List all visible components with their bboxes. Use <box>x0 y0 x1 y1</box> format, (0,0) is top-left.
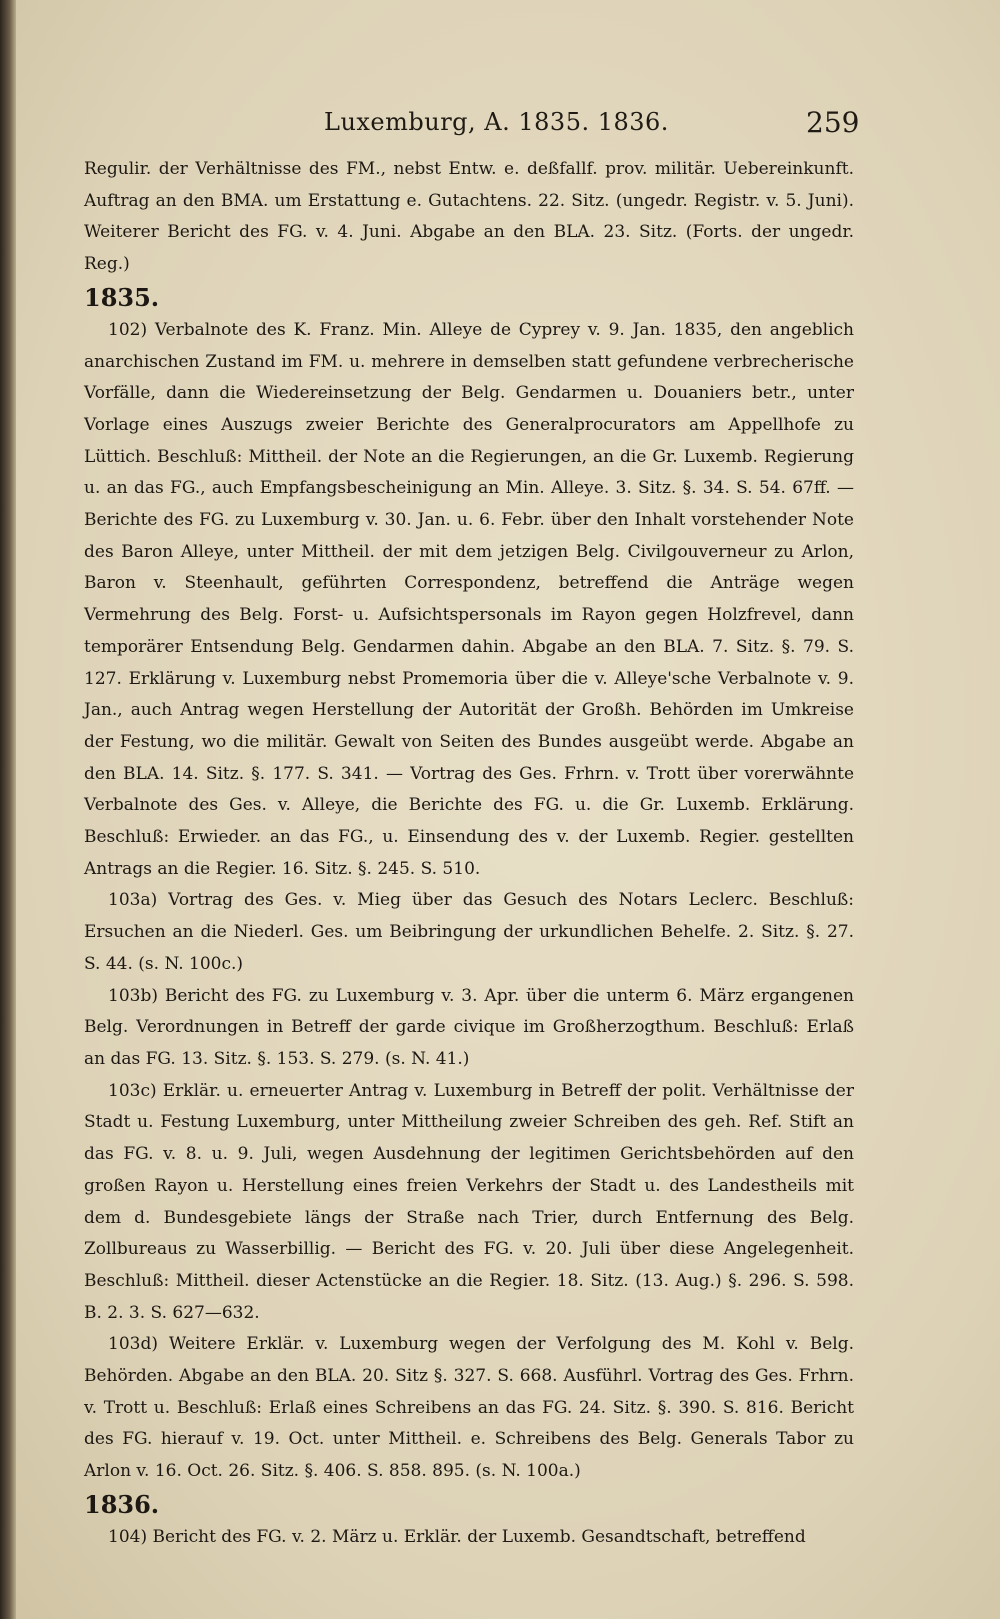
page-body <box>84 154 854 1554</box>
entry-103c: 103c) Erklär. u. erneuerter Antrag v. Luxemburg in Betreff der polit. Verhältnisse der Stadt u. Festung Luxemburg, unter Mittheilung zweier Schreiben des geh. Ref. Stift an das FG. v. 8. u. 9. Juli, wegen Ausdehnung der legitimen Gerichtsbehörden auf den großen Rayon u. Herstellung eines freien Verkehrs der Stadt u. des Landestheils mit dem d. Bundesgebiete längs der Straße nach Trier, durch Entfernung des Belg. Zollbureaus zu Wasserbillig. — Bericht des FG. v. 20. Juli über diese Angelegenheit. Beschluß: Mittheil. dieser Actenstücke an die Regier. 18. Sitz. (13. Aug.) §. 296. S. 598. B. 2. 3. S. 627—632. <box>84 1080 854 1323</box>
page-header <box>84 104 860 144</box>
entry-103a: 103a) Vortrag des Ges. v. Mieg über das Gesuch des Notars Leclerc. Beschluß: Ersuchen an die Niederl. Ges. um Beibringung der urkundlichen Behelfe. 2. Sitz. §. 27. S. 44. (s. N. 100c.) <box>84 890 854 974</box>
entry-104: 104) Bericht des FG. v. 2. März u. Erklär. der Luxemb. Gesandtschaft, betreffend <box>108 1526 806 1547</box>
year-heading-1836: 1836. <box>84 1489 160 1519</box>
entry-103d: 103d) Weitere Erklär. v. Luxemburg wegen der Verfolgung des M. Kohl v. Belg. Behörden. Abgabe an den BLA. 20. Sitz §. 327. S. 668. Ausführl. Vortrag des Ges. Frhrn. v. Trott u. Beschluß: Erlaß eines Schreibens an das FG. 24. Sitz. §. 390. S. 816. Bericht des FG. hierauf v. 19. Oct. unter Mittheil. e. Schreibens des Belg. Generals Tabor zu Arlon v. 16. Oct. 26. Sitz. §. 406. S. 858. 895. (s. N. 100a.) <box>84 1334 854 1482</box>
entry-102: 102) Verbalnote des K. Franz. Min. Alleye de Cyprey v. 9. Jan. 1835, den angeblich anarchischen Zustand im FM. u. mehrere in demselben statt gefundene verbrecherische Vorfälle, dann die Wiedereinsetzung der Belg. Gendarmen u. Douaniers betr., unter Vorlage eines Auszugs zweier Berichte des Generalprocurators am Appellhofe zu Lüttich. Beschluß: Mittheil. der Note an die Regierungen, an die Gr. Luxemb. Regierung u. an das FG., auch Empfangsbescheinigung an Min. Alleye. 3. Sitz. §. 34. S. 54. 67ff. — Berichte des FG. zu Luxemburg v. 30. Jan. u. 6. Febr. über den Inhalt vorstehender Note des Baron Alleye, unter Mittheil. der mit dem jetzigen Belg. Civilgouverneur zu Arlon, Baron v. Steenhault, geführten Correspondenz, betreffend die Anträge wegen Vermehrung des Belg. Forst- u. Aufsichtspersonals im Rayon gegen Holzfrevel, dann temporärer Entsendung Belg. Gendarmen dahin. Abgabe an den BLA. 7. Sitz. §. 79. S. 127. Erklärung v. Luxemburg nebst Promemoria über die v. Alleye'sche Verbalnote v. 9. Jan., auch Antrag wegen Herstellung der Autorität der Großh. Behörden im Umkreise der Festung, wo die militär. Gewalt von Seiten des Bundes ausgeübt werde. Abgabe an den BLA. 14. Sitz. §. 177. S. 341. — Vortrag des Ges. Frhrn. v. Trott über vorerwähnte Verbalnote des Ges. v. Alleye, die Berichte des FG. u. die Gr. Luxemb. Erklärung. Beschluß: Erwieder. an das FG., u. Einsendung des v. der Luxemb. Regier. gestellten Antrags an die Regier. 16. Sitz. §. 245. S. 510. <box>84 319 854 879</box>
paragraph-continuation: Regulir. der Verhältnisse des FM., nebst Entw. e. deßfallf. prov. militär. Uebereinkunft. Auftrag an den BMA. um Erstattung e. Gutachtens. 22. Sitz. (ungedr. Registr. v. 5. Juni). Weiterer Bericht des FG. v. 4. Juni. Abgabe an den BLA. 23. Sitz. (Forts. der ungedr. Reg.) <box>84 159 854 275</box>
year-heading-1835: 1835. <box>84 282 160 312</box>
page-number: 259 <box>806 106 860 139</box>
book-spine-shadow <box>0 0 16 1619</box>
entry-103b: 103b) Bericht des FG. zu Luxemburg v. 3. Apr. über die unterm 6. März ergangenen Belg. Verordnungen in Betreff der garde civique im Großherzogthum. Beschluß: Erlaß an das FG. 13. Sitz. §. 153. S. 279. (s. N. 41.) <box>84 985 854 1069</box>
running-head: Luxemburg, A. 1835. 1836. <box>324 108 669 136</box>
